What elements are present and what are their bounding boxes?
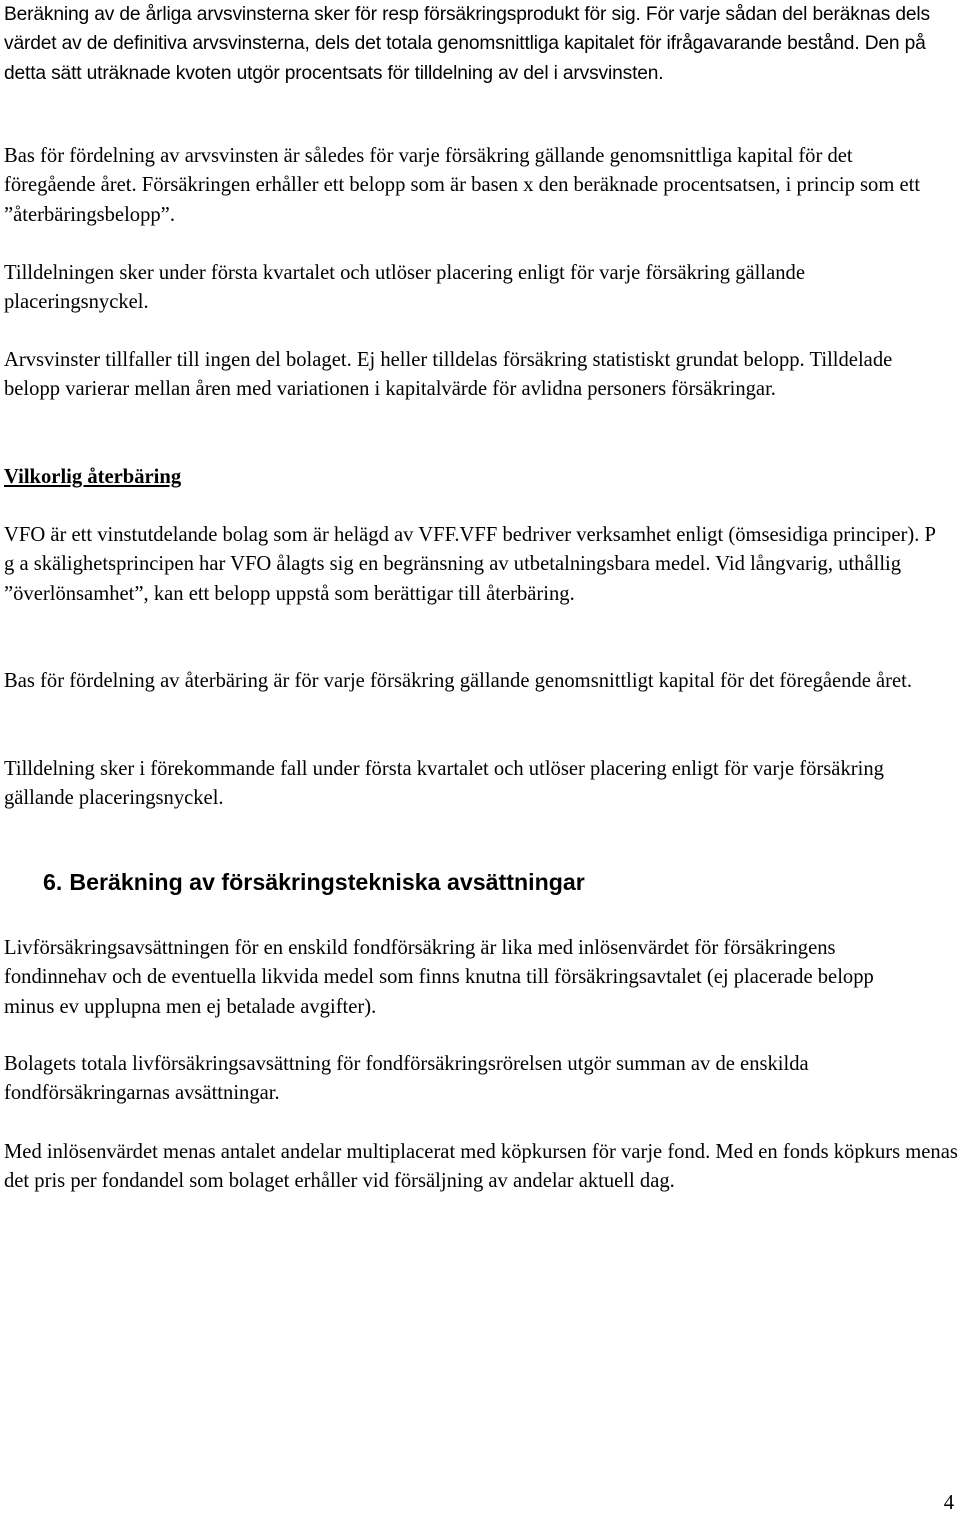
paragraph-text: Bas för fördelning av arvsvinsten är således för varje försäkring gällande genomsnittliga kapital för det föregående året. [4, 145, 853, 197]
paragraph-text: Tilldelade belopp varierar mellan åren med variationen i kapitalvärde för avlidna personers försäkringar. [4, 349, 893, 401]
page-number: 4 [943, 1492, 954, 1514]
paragraph-text: Ej heller tilldelas försäkring statistiskt grundat belopp. [351, 349, 805, 371]
paragraph-text: Försäkringen erhåller ett belopp som är basen x den beräknade procentsatsen, i princip som ett ”återbäringsbelopp”. [4, 174, 921, 226]
paragraph-text: Vid långvarig, uthållig ”överlönsamhet”, kan ett belopp uppstå som berättigar till återbäring. [4, 553, 902, 605]
section-heading-6 [4, 868, 960, 897]
paragraph-livforsakringsavsattning: Livförsäkringsavsättningen för en enskild fondförsäkring är lika med inlösenvärdet för försäkringens fondinnehav och de eventuella likvida medel som finns knutna till försäkringsavtalet (ej placerade belopp minus ev upplupna men ej betalade avgifter). [4, 937, 874, 1018]
paragraph-text: VFO är ett vinstutdelande bolag som är helägd av VFF.VFF bedriver verksamhet enligt (ömsesidiga principer). [4, 524, 920, 546]
paragraph-bolagets-avsattning: Bolagets totala livförsäkringsavsättning för fondförsäkringsrörelsen utgör summan av de enskilda fondförsäkringarnas avsättningar. [4, 1053, 809, 1105]
paragraph-tilldelning-aterbaring: Tilldelning sker i förekommande fall under första kvartalet och utlöser placering enligt för varje försäkring gällande placeringsnyckel. [4, 758, 884, 810]
heading-vilkorlig-aterbaring: Vilkorlig återbäring [4, 466, 182, 488]
paragraph-tilldelning-arvsvinst: Tilldelningen sker under första kvartalet och utlöser placering enligt för varje försäkring gällande placeringsnyckel. [4, 262, 805, 314]
paragraph-vfo-description [4, 521, 944, 609]
paragraph-arvsvinst-bolaget [4, 346, 944, 405]
paragraph-arvsvinst-basis [4, 142, 944, 230]
paragraph-text: P g a skälighetsprincipen har VFO ålagts sig en begränsning av utbetalningsbara medel. [4, 524, 936, 576]
section-title: Beräkning av försäkringstekniska avsättningar [69, 869, 585, 895]
paragraph-text: Arvsvinster tillfaller till ingen del bolaget. [4, 349, 352, 371]
paragraph-inlosenvarde: Med inlösenvärdet menas antalet andelar multiplacerat med köpkursen för varje fond. Med en fonds köpkurs menas det pris per fondandel som bolaget erhåller vid försäljning av andelar aktuell dag. [4, 1141, 958, 1193]
paragraph-aterbaring-basis: Bas för fördelning av återbäring är för varje försäkring gällande genomsnittligt kapital för det föregående året. [4, 670, 913, 692]
section-number: 6. [43, 869, 63, 895]
paragraph-arvsvinst-calculation: Beräkning av de årliga arvsvinsterna sker för resp försäkringsprodukt för sig. För varje sådan del beräknas dels värdet av de definitiva arvsvinsterna, dels det totala genomsnittliga kapitalet för ifrågavarande bestånd. Den på detta sätt uträknade kvoten utgör procentsats för tilldelning av del i arvsvinsten. [4, 4, 930, 84]
